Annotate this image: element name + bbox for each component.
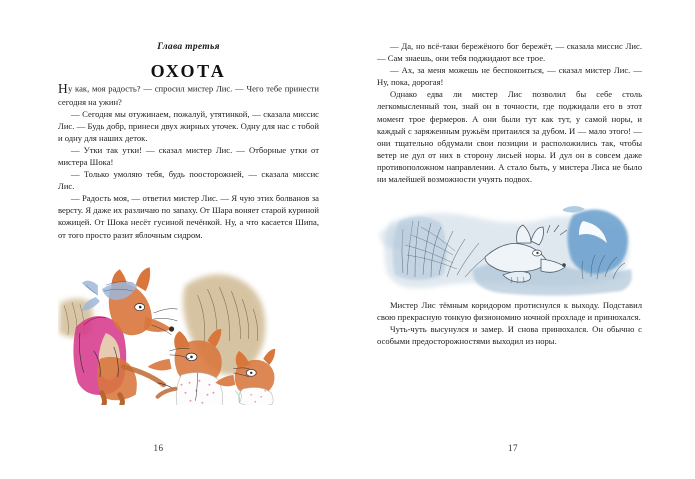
- paragraph: — Радость моя, — ответил мистер Лис. — Я чую этих болванов за версту. Я даже их различаю по запаху. От Шара воняет старой куриной кожицей. От Шока несёт гусиной печёнкой. Ну, а что касается Шипа, от того просто разит яблочным сидром.: [58, 193, 319, 240]
- page-number-right: 17: [508, 443, 518, 453]
- paragraph: — Только умоляю тебя, будь поосторожней, — сказала миссис Лис.: [58, 169, 319, 192]
- page-right: [347, 0, 694, 479]
- fox-at-burrow-illustration: [377, 199, 642, 299]
- paragraph: — Утки так утки! — сказал мистер Лис. — Отборные утки от мистера Шока!: [58, 144, 319, 167]
- paragraph-text: у как, моя радость? — спросил мистер Лис. — Чего тебе принести сегодня на ужин?: [58, 83, 319, 107]
- page-number-left: 16: [153, 443, 164, 453]
- paragraph: Однако едва ли мистер Лис позволил бы себе столь легкомысленный тон, знай он в точности, где поджидали его в этот момент трое фермеров. А они были тут как тут, у самой норы, и каждый с заряженным ружьём притаился за дубом. И — мало этого! — они тщательно обдумали свои позиции и расположились так, чтобы ветер не дул от них в сторону лисьей норы. И дул он в совсем даже противоположном направлении. А стало быть, у мистера Лиса не было ни малейшей возможности учуять подвох.: [377, 89, 642, 185]
- paragraph: — Да, но всё-таки бережёного бог бережёт, — сказала миссис Лис. — Сам знаешь, они тебя поджидают все трое.: [377, 41, 642, 64]
- paragraph: Мистер Лис тёмным коридором протиснулся к выходу. Подставил свою прекрасную тонкую физиономию ночной прохладе и принюхался.: [377, 300, 642, 323]
- page-left: [0, 0, 347, 479]
- fox-family-illustration: [58, 255, 319, 405]
- paragraph: — Ах, за меня можешь не беспокоиться, — сказал мистер Лис. — Ну, пока, дорогая!: [377, 65, 642, 88]
- paragraph: — Сегодня мы отужинаем, пожалуй, утятинкой, — сказала миссис Лис. — Будь добр, принеси двух жирных уточек. Одну для нас с тобой и одну для наших деток.: [58, 108, 319, 143]
- paragraph: Чуть-чуть высунулся и замер. И снова принюхался. Он обычно с особыми предосторожностями выходил из норы.: [377, 324, 642, 347]
- paragraph-opening: [58, 82, 319, 108]
- dropcap-letter: Н: [58, 81, 68, 96]
- page-title: ОХОТА: [150, 61, 227, 81]
- chapter-label: Глава третья: [157, 42, 220, 52]
